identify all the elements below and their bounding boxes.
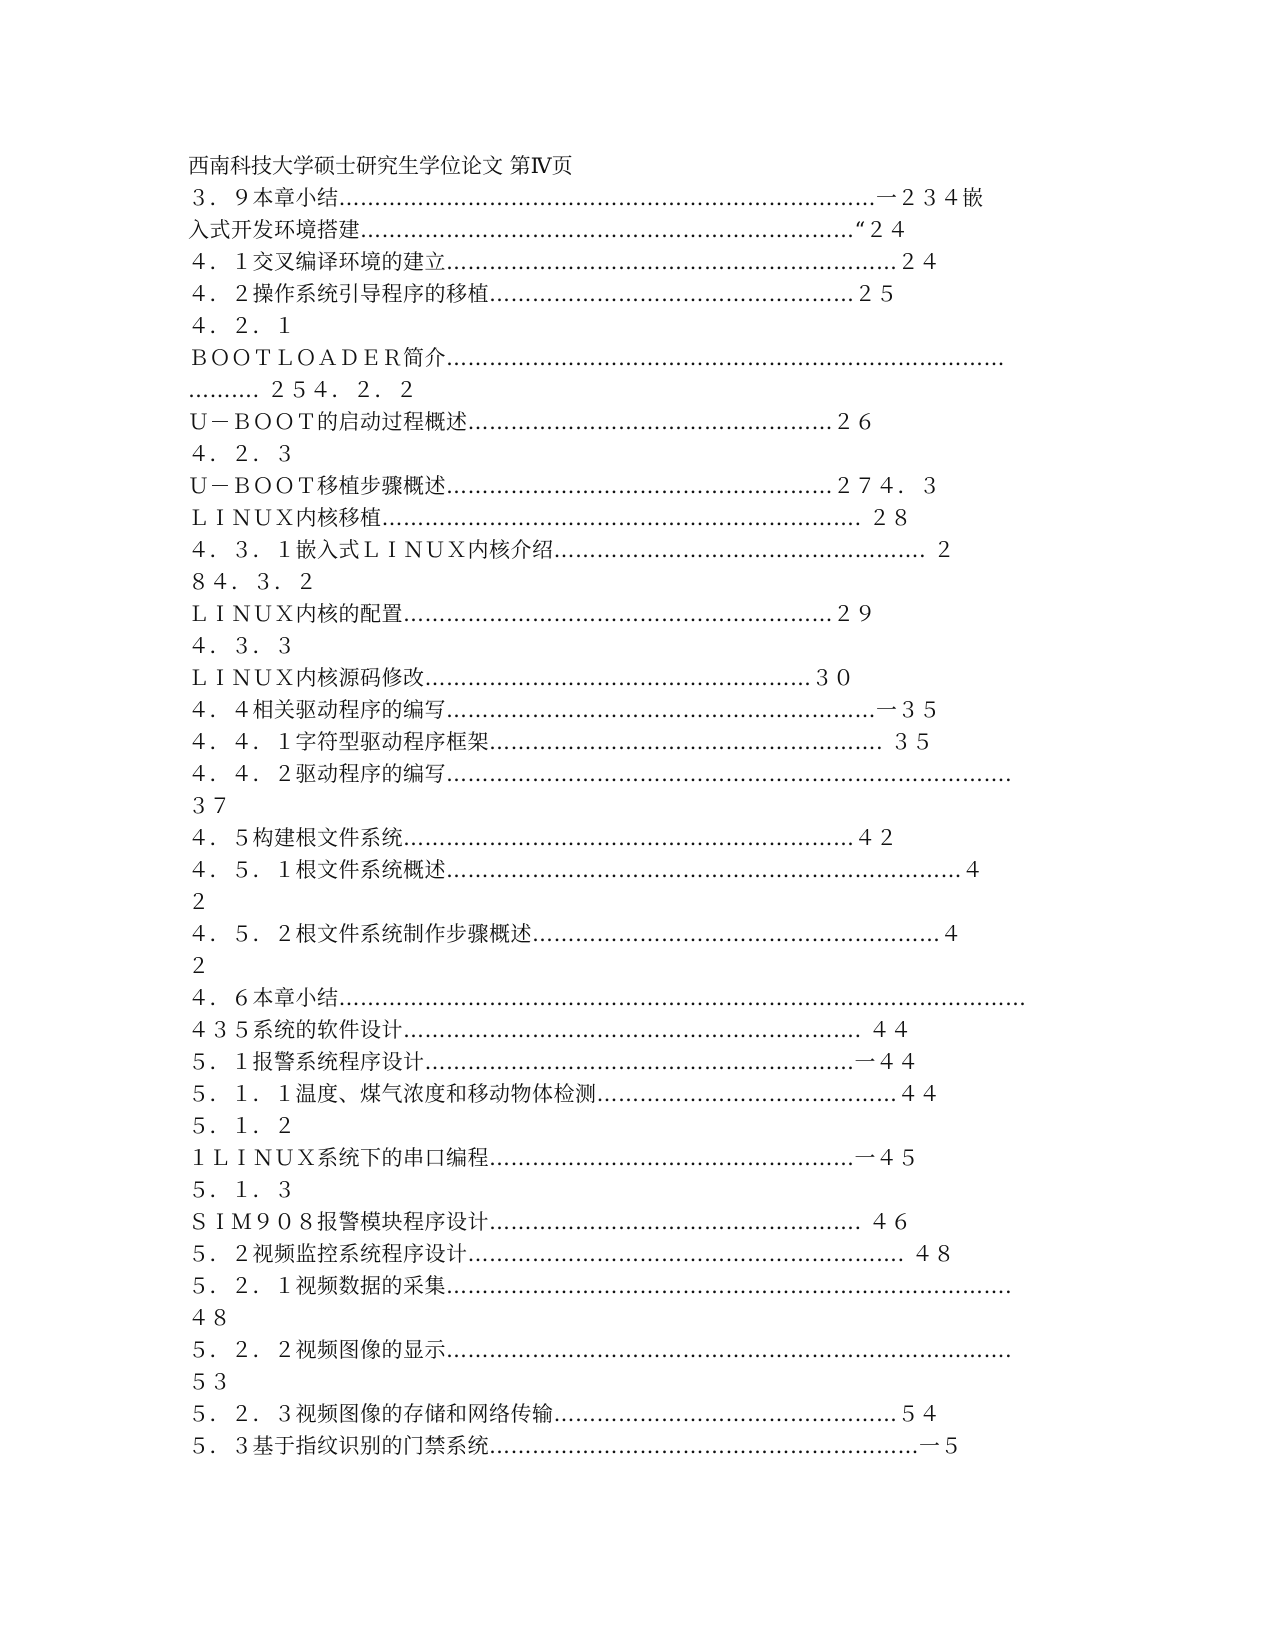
toc-line: ＳＩＭ９０８报警模块程序设计……………………………………………. ４６ bbox=[188, 1210, 912, 1234]
toc-line: ４．２．１ bbox=[188, 314, 296, 338]
toc-line: ４．３．１嵌入式ＬＩＮＵＸ内核介绍……………………………………………. ２ bbox=[188, 538, 955, 562]
toc-line: ５．３基于指纹识别的门禁系统……………………………………………………一５ bbox=[188, 1434, 962, 1458]
toc-line: ４．３．３ bbox=[188, 634, 296, 658]
toc-line: Ｕ－ＢＯＯＴ的启动过程概述……………………………………………２６ bbox=[188, 410, 876, 434]
toc-line: ５．１．２ bbox=[188, 1114, 296, 1138]
toc-line: ………. ２５４．２．２ bbox=[188, 378, 418, 402]
toc-line: ５．１报警系统程序设计……………………………………………………一４４ bbox=[188, 1050, 919, 1074]
toc-line: ５．２．３视频图像的存储和网络传输…………………………………………５４ bbox=[188, 1402, 941, 1426]
toc-line: ４．５构建根文件系统………………………………………………………４２ bbox=[188, 826, 898, 850]
toc-line: ＬＩＮＵＸ内核移植…………………………………………………………. ２８ bbox=[188, 506, 912, 530]
toc-line: ４．１交叉编译环境的建立………………………………………………………２４ bbox=[188, 250, 941, 274]
toc-page bbox=[188, 150, 1088, 1462]
toc-line: ５．１．１温度、煤气浓度和移动物体检测……………………………………４４ bbox=[188, 1082, 941, 1106]
toc-line: ４．４相关驱动程序的编写……………………………………………………一３５ bbox=[188, 698, 941, 722]
toc-line: ２ bbox=[188, 890, 210, 914]
toc-line: ４．６本章小结…………………………………………………………………………………… bbox=[188, 986, 1027, 1010]
toc-line: ８４．３．２ bbox=[188, 570, 317, 594]
page-header: 西南科技大学硕士研究生学位论文 第Ⅳ页 bbox=[188, 154, 573, 178]
toc-line: ４．２操作系统引导程序的移植……………………………………………２５ bbox=[188, 282, 898, 306]
toc-line: ４．２．３ bbox=[188, 442, 296, 466]
toc-line: ５．１．３ bbox=[188, 1178, 296, 1202]
toc-line: ４．４．１字符型驱动程序框架………………………………………………. ３５ bbox=[188, 730, 934, 754]
toc-line: ３７ bbox=[188, 794, 231, 818]
toc-line: ４８ bbox=[188, 1306, 231, 1330]
toc-line: ＢＯＯＴＬＯＡＤＥＲ简介…………………………………………………………………… bbox=[188, 346, 1005, 370]
toc-line: 入式开发环境搭建……………………………………………………………“２４ bbox=[188, 218, 909, 242]
toc-line: ２ bbox=[188, 954, 210, 978]
toc-line: ５．２视频监控系统程序设计……………………………………………………. ４８ bbox=[188, 1242, 955, 1266]
toc-line: １ＬＩＮＵＸ系统下的串口编程……………………………………………一４５ bbox=[188, 1146, 919, 1170]
toc-line: ４．５．１根文件系统概述………………………………………………………………４ bbox=[188, 858, 984, 882]
toc-line: ３．９本章小结…………………………………………………………………一２３４嵌 bbox=[188, 186, 984, 210]
toc-line: Ｕ－ＢＯＯＴ移植步骤概述………………………………………………２７４．３ bbox=[188, 474, 941, 498]
toc-line: ４３５系统的软件设计………………………………………………………. ４４ bbox=[188, 1018, 912, 1042]
toc-line: ４．４．２驱动程序的编写……………………………………………………………………. bbox=[188, 762, 1013, 786]
toc-line: ＬＩＮＵＸ内核的配置……………………………………………………２９ bbox=[188, 602, 876, 626]
toc-line: ＬＩＮＵＸ内核源码修改………………………………………………３０ bbox=[188, 666, 855, 690]
toc-line: ４．５．２根文件系统制作步骤概述…………………………………………………４ bbox=[188, 922, 962, 946]
toc-line: ５．２．２视频图像的显示……………………………………………………………………. bbox=[188, 1338, 1013, 1362]
toc-line: ５３ bbox=[188, 1370, 231, 1394]
toc-line: ５．２．１视频数据的采集……………………………………………………………………. bbox=[188, 1274, 1013, 1298]
